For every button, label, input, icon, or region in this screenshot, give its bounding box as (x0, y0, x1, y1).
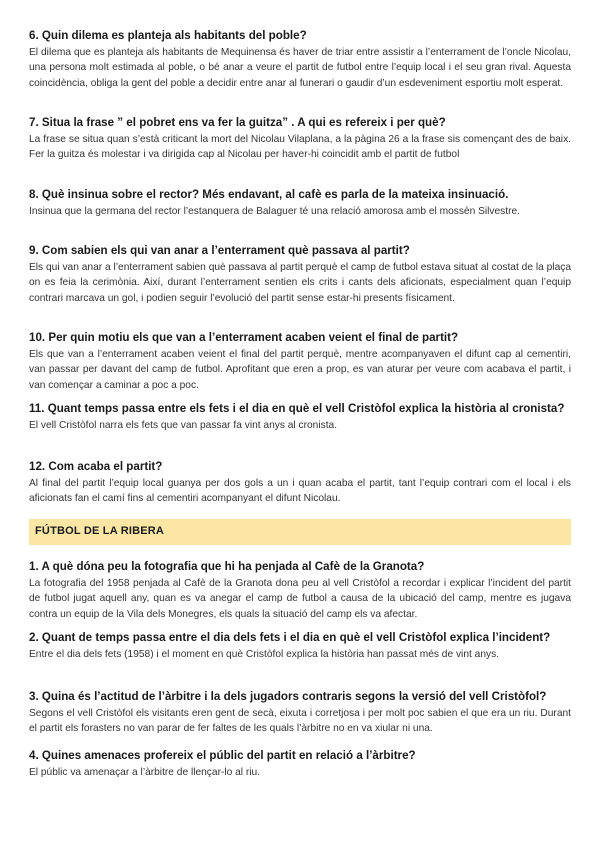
question-9 (29, 243, 571, 306)
question-text: 8. Què insinua sobre el rector? Més endavant, al cafè es parla de la mateixa insinuació. (29, 188, 509, 201)
question-text: 1. A què dóna peu la fotografia que hi ha penjada al Cafè de la Granota? (29, 560, 425, 573)
question-11 (29, 401, 571, 433)
question-text: 10. Per quin motiu els que van a l’enterrament acaben veient el final de partit? (29, 331, 459, 344)
answer-text: Els que van a l’enterrament acaben veient el final del partit perquè, mentre acompanyaven el difunt cap al cementiri, van passar per davant del camp de futbol. Aprofitant que eren a prop, es van aturar per veure com acabava el partit, i van començar a caminar a poc a poc. (29, 349, 571, 391)
question-12 (29, 459, 571, 507)
question-text: 11. Quant temps passa entre els fets i el dia en què el vell Cristòfol explica la història al cronista? (29, 402, 565, 415)
answer-text: Els qui van anar a l’enterrament sabien què passava al partit perquè el camp de futbol estava situat al costat de la plaça on es feia la cerimònia. Així, durant l’enterrament sentien els crits i cants dels aficionats, especialment quan l’equip contrari marcava un gol, i podien seguir l’evolució del partit sense estar-hi presents físicament. (29, 262, 571, 304)
question-6 (29, 28, 571, 91)
section-title: FÚTBOL DE LA RIBERA (35, 525, 165, 537)
answer-text: El vell Cristòfol narra els fets que van passar fa vint anys al cronista. (29, 420, 338, 431)
ribera-question-1 (29, 559, 571, 622)
question-text: 4. Quines amenaces profereix el públic del partit en relació a l’àrbitre? (29, 749, 416, 762)
answer-text: El dilema que es planteja als habitants de Mequinensa és haver de triar entre assistir a l’enterrament de l’oncle Nicolau, una persona molt estimada al poble, o bé anar a veure el partit de futbol entre l’equip local i el seu gran rival. Aquesta coincidència, obliga la gent del poble a decidir entre anar al funerari o gaudir d’un esdeveniment esportiu molt esperat. (29, 47, 571, 89)
answer-text: Al final del partit l’equip local guanya per dos gols a un i quan acaba el partit, tant l’equip contrari com el local i els aficionats fan el camí fins al cementiri acompanyant el difunt Nicolau. (29, 478, 571, 505)
question-8 (29, 187, 571, 219)
answer-text: El públic va amenaçar a l’àrbitre de llençar-lo al riu. (29, 767, 261, 778)
question-text: 12. Com acaba el partit? (29, 460, 163, 473)
answer-text: Segons el vell Cristòfol els visitants eren gent de secà, eixuta i corretjosa i per molt poc sabien el que era un riu. Durant el partit els forasters no van parar de fer faltes de les quals l’àrbitre no en va xiular ni una. (29, 708, 571, 735)
section-banner (29, 519, 571, 545)
answer-text: La fotografia del 1958 penjada al Cafè de la Granota dona peu al vell Cristòfol a recordar i explicar l’incident del partit de futbol jugat aquell any, quan es va anegar el camp de futbol a causa de la ubicació del camp, mentre es jugava contra un equip de la Vila dels Monegres, els quals la situació del camp els va afectar. (29, 578, 571, 620)
question-7 (29, 115, 571, 163)
answer-text: La frase se situa quan s’està criticant la mort del Nicolau Vilaplana, a la pàgina 26 a la frase sis començant des de baix. Fer la guitza és molestar i va dirigida cap al Nicolau per haver-hi coincidit amb el partit de futbol (29, 134, 571, 161)
question-text: 6. Quin dilema es planteja als habitants del poble? (29, 29, 307, 42)
question-text: 7. Situa la frase ” el pobret ens va fer la guitza” . A qui es refereix i per què? (29, 116, 446, 129)
question-text: 9. Com sabien els qui van anar a l’enterrament què passava al partit? (29, 244, 410, 257)
question-10 (29, 330, 571, 393)
ribera-question-2 (29, 630, 571, 662)
question-text: 3. Quina és l’actitud de l’àrbitre i la dels jugadors contraris segons la versió del vell Cristòfol? (29, 690, 547, 703)
ribera-question-4 (29, 748, 571, 780)
answer-text: Entre el dia dels fets (1958) i el moment en què Cristòfol explica la història han passat més de vint anys. (29, 649, 499, 660)
answer-text: Insinua que la germana del rector l’estanquera de Balaguer té una relació amorosa amb el mossèn Silvestre. (29, 206, 520, 217)
ribera-question-3 (29, 689, 571, 737)
question-text: 2. Quant de temps passa entre el dia dels fets i el dia en què el vell Cristòfol explica l’incident? (29, 631, 551, 644)
